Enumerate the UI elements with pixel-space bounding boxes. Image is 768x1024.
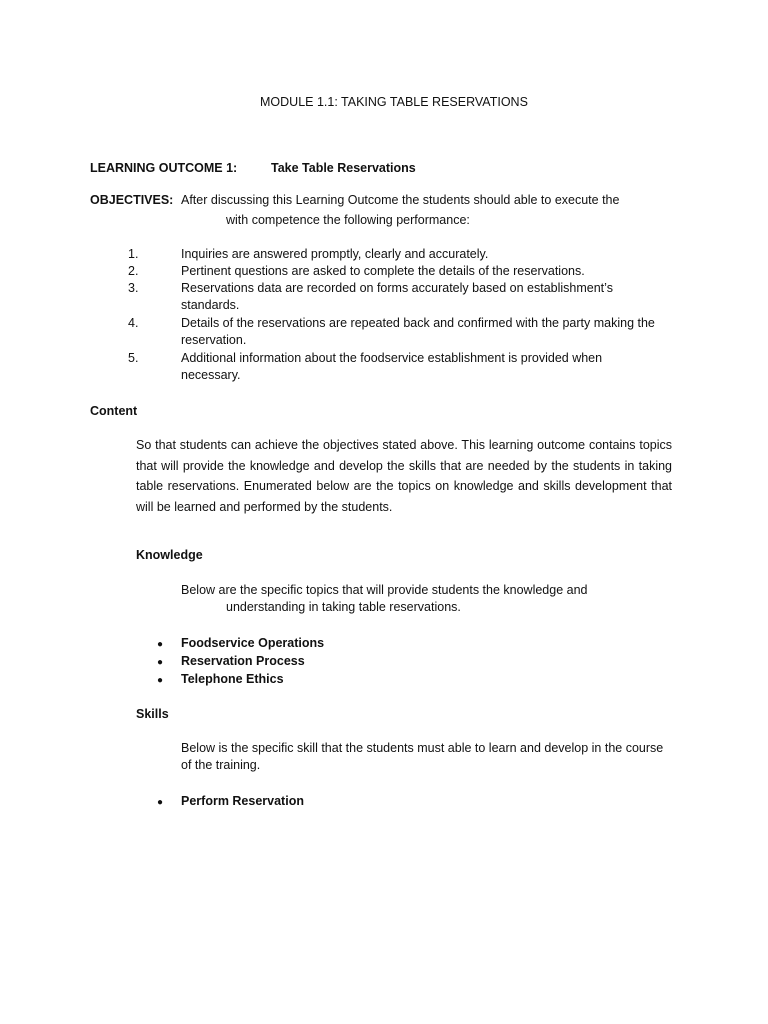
content-paragraph: So that students can achieve the objectives stated above. This learning outcome contains topics that will provide the knowledge and develop the skills that are needed by the students in taking table reservations. Enumerated below are the topics on knowledge and skills development that will be learned and performed by the students. (136, 438, 672, 514)
objectives-intro-line2: with competence the following performance: (226, 213, 470, 227)
objective-number: 4. (128, 316, 139, 330)
learning-outcome-label: LEARNING OUTCOME 1: (90, 161, 238, 175)
skills-intro: Below is the specific skill that the students must able to learn and develop in the course of the training. (181, 741, 664, 772)
objectives-label: OBJECTIVES: (90, 193, 174, 207)
knowledge-bullet-item: Reservation Process (181, 654, 305, 668)
objective-number: 1. (128, 247, 139, 261)
knowledge-intro-line1: Below are the specific topics that will provide students the knowledge and (181, 583, 588, 597)
objective-number: 5. (128, 351, 139, 365)
objective-item: Inquiries are answered promptly, clearly and accurately. (181, 247, 489, 261)
knowledge-bullet-item: Telephone Ethics (181, 672, 284, 686)
objective-number: 3. (128, 281, 139, 295)
objective-item: Reservations data are recorded on forms accurately based on establishment’s standards. (181, 281, 613, 312)
objective-number: 2. (128, 264, 139, 278)
objective-item: Additional information about the foodservice establishment is provided when necessary. (181, 351, 603, 382)
learning-outcome-value: Take Table Reservations (271, 161, 416, 175)
skills-heading: Skills (136, 707, 169, 721)
objectives-intro-line1: After discussing this Learning Outcome the students should able to execute the (181, 193, 620, 207)
page-title: MODULE 1.1: TAKING TABLE RESERVATIONS (260, 95, 528, 109)
bullet-icon: ● (157, 797, 164, 808)
objective-item: Details of the reservations are repeated back and confirmed with the party making the reservation. (181, 316, 655, 347)
skills-bullet-item: Perform Reservation (181, 794, 304, 808)
knowledge-bullet-item: Foodservice Operations (181, 636, 325, 650)
objective-item: Pertinent questions are asked to complete the details of the reservations. (181, 264, 585, 278)
content-heading: Content (90, 404, 138, 418)
bullet-icon: ● (157, 639, 164, 650)
knowledge-intro-line2: understanding in taking table reservations. (226, 600, 461, 614)
knowledge-heading: Knowledge (136, 548, 203, 562)
bullet-icon: ● (157, 657, 164, 668)
bullet-icon: ● (157, 675, 164, 686)
